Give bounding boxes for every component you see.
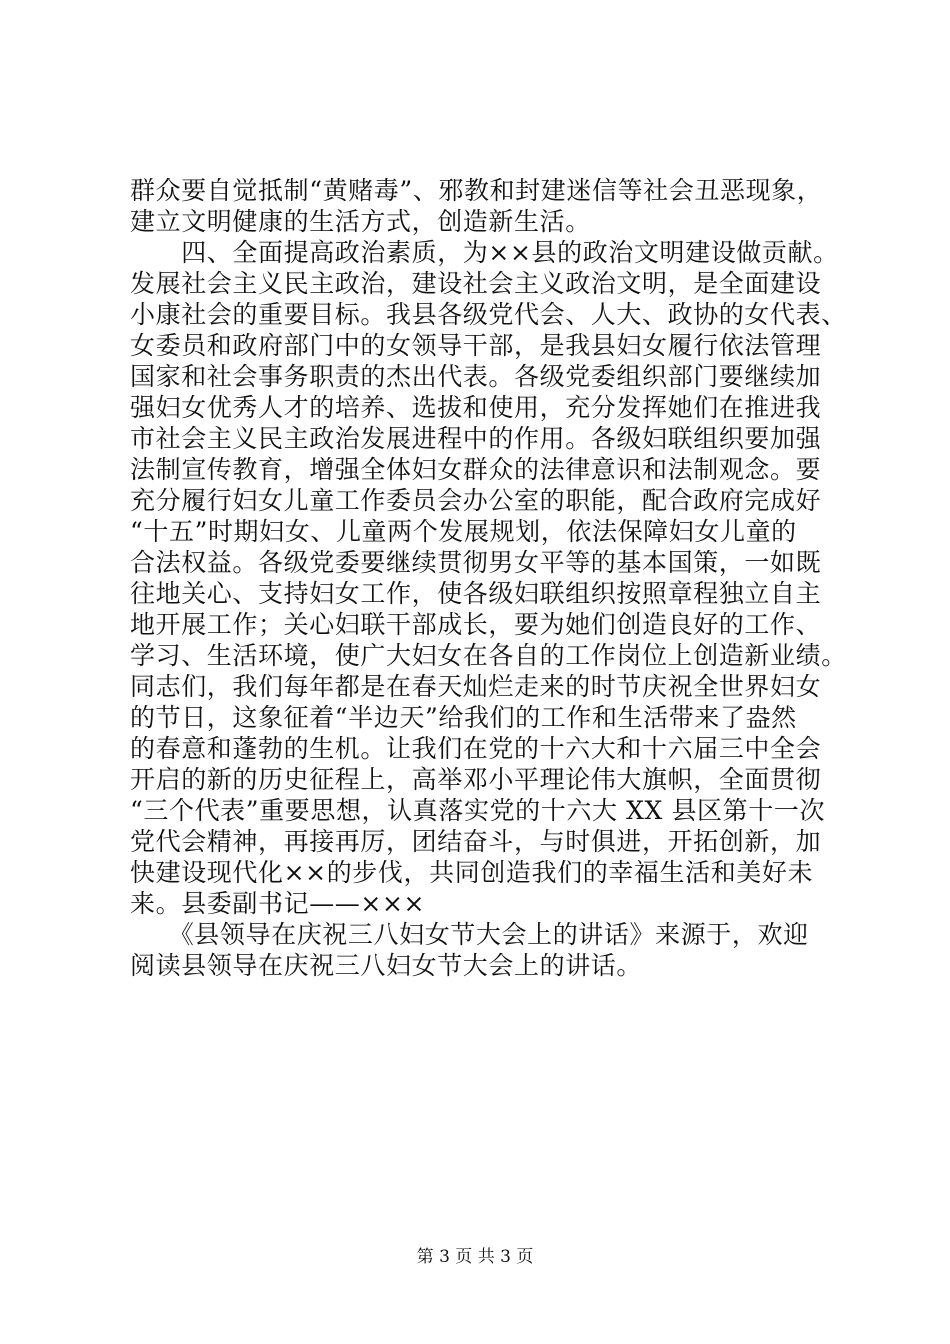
text-line: 同志们，我们每年都是在春天灿烂走来的时节庆祝全世界妇女: [130, 672, 822, 701]
text-line: 往地关心、支持妇女工作，使各级妇联组织按照章程独立自主: [130, 579, 822, 608]
text-line: 党代会精神，再接再厉，团结奋斗，与时俱进，开拓创新，加: [130, 827, 822, 856]
text-line: 学习、生活环境，使广大妇女在各自的工作岗位上创造新业绩。: [130, 641, 847, 670]
text-line: 开启的新的历史征程上，高举邓小平理论伟大旗帜，全面贯彻: [130, 765, 822, 794]
text-line: 来。县委副书记——×××: [130, 889, 426, 918]
text-line: 的春意和蓬勃的生机。让我们在党的十六大和十六届三中全会: [130, 734, 822, 763]
text-line: 充分履行妇女儿童工作委员会办公室的职能，配合政府完成好: [130, 486, 822, 515]
text-line: 群众要自觉抵制“黄赌毒”、邪教和封建迷信等社会丑恶现象，: [130, 176, 823, 205]
text-line: “十五”时期妇女、儿童两个发展规划，依法保障妇女儿童的: [130, 517, 797, 546]
text-line: 法制宣传教育，增强全体妇女群众的法律意识和法制观念。要: [130, 455, 822, 484]
text-line: 强妇女优秀人才的培养、选拔和使用，充分发挥她们在推进我: [130, 393, 822, 422]
text-line: 快建设现代化××的步伐，共同创造我们的幸福生活和美好未: [130, 858, 814, 887]
document-body: [130, 175, 847, 981]
text-line: 《县领导在庆祝三八妇女节大会上的讲话》来源于，欢迎: [130, 920, 809, 949]
page-number-footer: 第 3 页 共 3 页: [416, 1247, 534, 1267]
text-line: 合法权益。各级党委要继续贯彻男女平等的基本国策，一如既: [130, 548, 822, 577]
text-line: 国家和社会事务职责的杰出代表。各级党委组织部门要继续加: [130, 362, 822, 391]
text-line: 发展社会主义民主政治，建设社会主义政治文明，是全面建设: [130, 269, 822, 298]
text-line: “三个代表”重要思想，认真落实党的十六大 XX 县区第十一次: [130, 796, 826, 825]
text-line: 小康社会的重要目标。我县各级党代会、人大、政协的女代表、: [130, 300, 847, 329]
text-line: 女委员和政府部门中的女领导干部，是我县妇女履行依法管理: [130, 331, 822, 360]
text-line: 阅读县领导在庆祝三八妇女节大会上的讲话。: [130, 951, 643, 980]
text-line: 市社会主义民主政治发展进程中的作用。各级妇联组织要加强: [130, 424, 822, 453]
text-line: 建立文明健康的生活方式，创造新生活。: [130, 207, 591, 236]
text-line: 的节日，这象征着“半边天”给我们的工作和生活带来了盎然: [130, 703, 797, 732]
text-line: 地开展工作；关心妇联干部成长，要为她们创造良好的工作、: [130, 610, 822, 639]
text-line: 四、全面提高政治素质，为××县的政治文明建设做贡献。: [130, 238, 839, 267]
